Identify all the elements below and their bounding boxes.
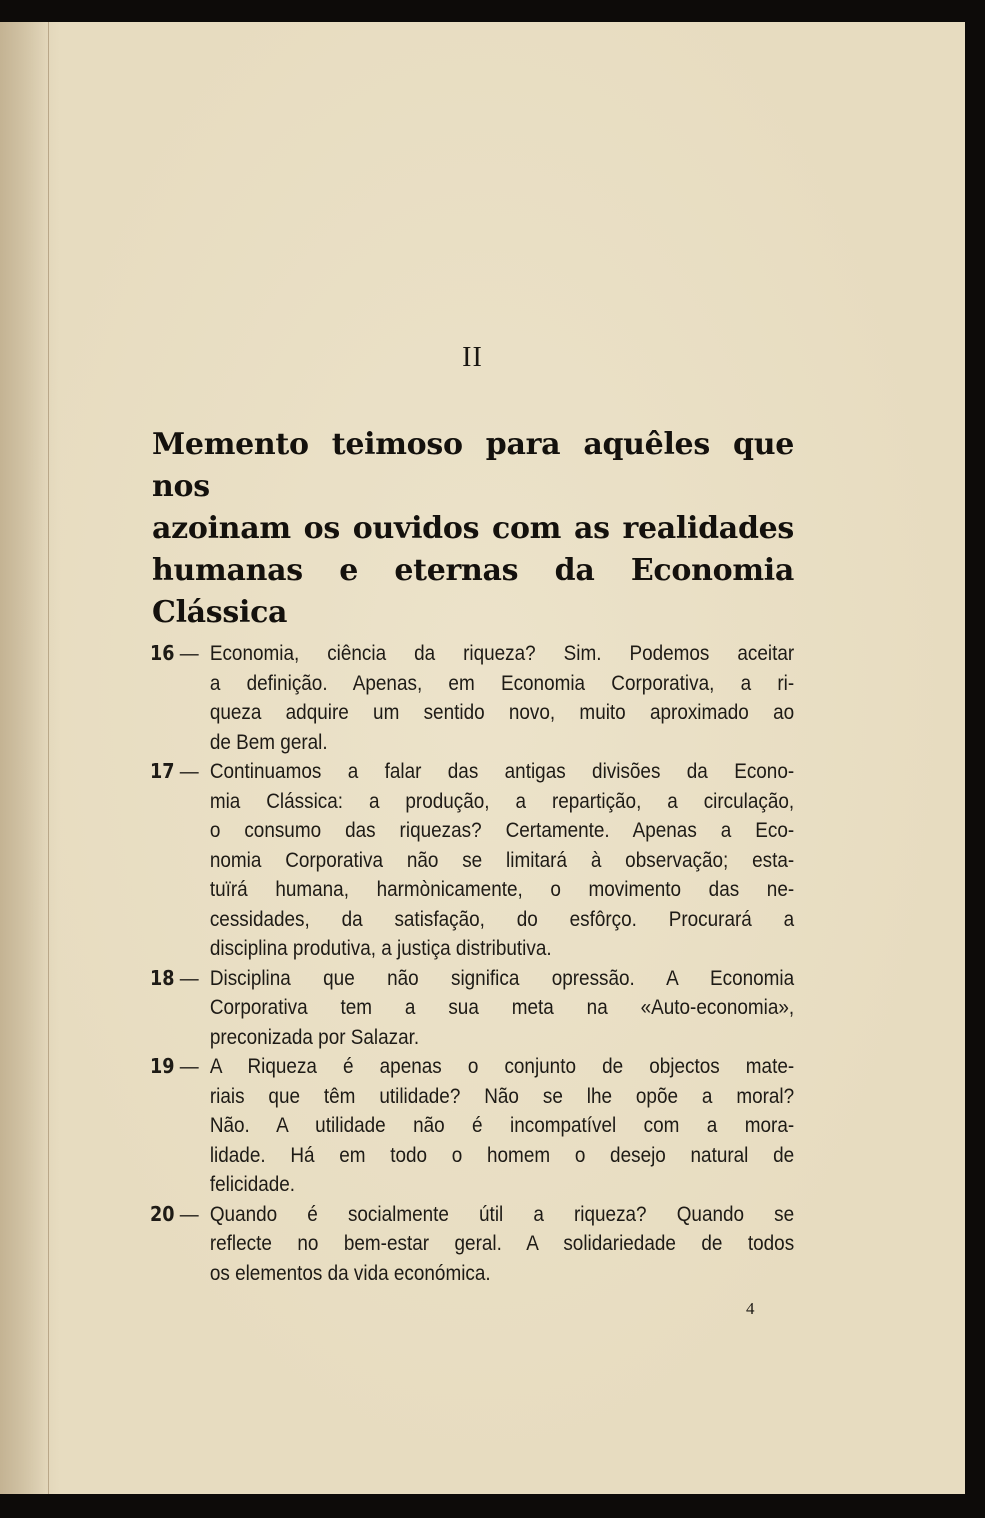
entry-dash: — [179, 965, 199, 990]
entry-line: A Riqueza é apenas o conjunto de objectos mate- [209, 1054, 795, 1078]
title-line: Memento teimoso para aquêles que nos [152, 427, 794, 504]
page-number: 4 [746, 1299, 755, 1318]
entry-line: reflecte no bem-estar geral. A solidariedade de todos [209, 1231, 795, 1255]
entry [150, 1200, 794, 1289]
entry-number: 16 [150, 641, 175, 665]
entry [150, 639, 794, 757]
section-title [152, 424, 794, 634]
entry-dash: — [179, 641, 199, 665]
entry-line: os elementos da vida económica. [209, 1260, 491, 1285]
entry-line: a definição. Apenas, em Economia Corporativa, a ri- [209, 670, 795, 695]
numbered-entries [150, 639, 794, 1288]
entry-line: preconizada por Salazar. [209, 1024, 420, 1049]
entry-number: 20 [150, 1201, 175, 1226]
entry-line: Disciplina que não significa opressão. A Economia [209, 965, 795, 990]
entry-line: Quando é socialmente útil a riqueza? Quando se [209, 1201, 795, 1226]
entry-line: nomia Corporativa não se limitará à observação; esta- [209, 847, 795, 872]
entry-dash: — [179, 759, 199, 783]
entry-line: mia Clássica: a produção, a repartição, a circulação, [209, 788, 795, 813]
section-number: II [462, 342, 483, 373]
entry-line: Economia, ciência da riqueza? Sim. Podemos aceitar [209, 641, 795, 665]
entry [150, 1052, 794, 1200]
entry-line: disciplina produtiva, a justiça distributiva. [209, 936, 552, 960]
entry-line: cessidades, da satisfação, do esfôrço. Procurará a [209, 906, 795, 931]
entry-line: queza adquire um sentido novo, muito aproximado ao [209, 700, 795, 724]
title-line: azoinam os ouvidos com as realidades [152, 511, 794, 546]
binding-edge [0, 22, 49, 1494]
book-page [0, 22, 965, 1494]
entry-line: lidade. Há em todo o homem o desejo natural de [209, 1142, 795, 1167]
entry-number: 17 [150, 759, 175, 783]
entry-line: Não. A utilidade não é incompatível com a mora- [209, 1113, 795, 1137]
title-line: humanas e eternas da Economia Clássica [152, 553, 794, 630]
entry [150, 964, 794, 1053]
entry-dash: — [179, 1201, 199, 1226]
entry-number: 18 [150, 965, 175, 990]
entry-line: felicidade. [209, 1172, 296, 1196]
entry-dash: — [179, 1054, 199, 1078]
entry-line: riais que têm utilidade? Não se lhe opõe a moral? [209, 1083, 795, 1108]
entry-line: Continuamos a falar das antigas divisões da Econo- [209, 759, 795, 783]
entry-line: de Bem geral. [209, 729, 328, 754]
entry-line: Corporativa tem a sua meta na «Auto-economia», [209, 995, 795, 1019]
entry [150, 757, 794, 964]
entry-number: 19 [150, 1054, 175, 1078]
entry-line: tuïrá humana, harmònicamente, o movimento das ne- [209, 877, 795, 901]
entry-line: o consumo das riquezas? Certamente. Apenas a Eco- [209, 818, 795, 842]
